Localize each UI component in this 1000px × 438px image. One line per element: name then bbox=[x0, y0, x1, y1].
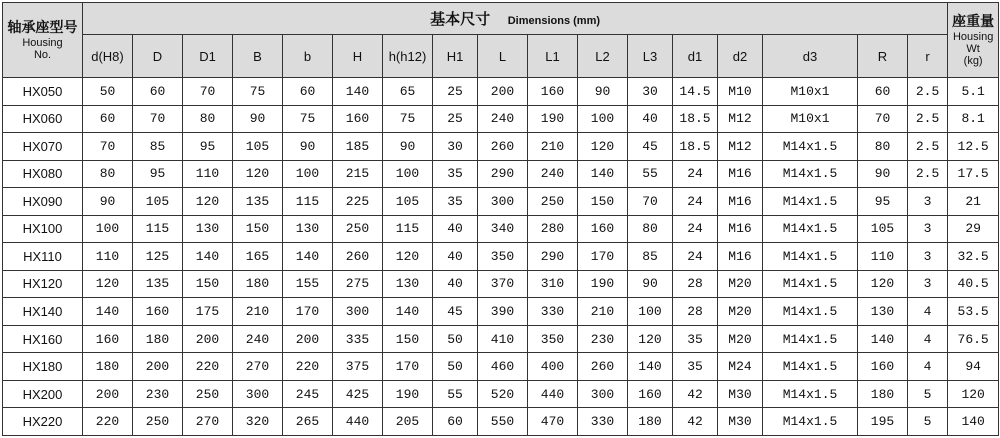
dimension-cell: 4 bbox=[908, 298, 948, 326]
dimension-cell: 150 bbox=[383, 325, 433, 353]
column-header: r bbox=[908, 35, 948, 78]
dimension-cell: 90 bbox=[858, 160, 908, 188]
dimension-cell: 50 bbox=[433, 325, 478, 353]
dimension-cell: 60 bbox=[858, 78, 908, 106]
dimension-cell: 160 bbox=[578, 215, 628, 243]
dimension-cell: M14x1.5 bbox=[763, 408, 858, 436]
dimension-cell: 18.5 bbox=[673, 133, 718, 161]
dimension-cell: 100 bbox=[578, 105, 628, 133]
weight-cell: 120 bbox=[948, 380, 999, 408]
dimension-cell: 50 bbox=[433, 353, 478, 381]
dimension-cell: 40 bbox=[628, 105, 673, 133]
dimension-cell: 4 bbox=[908, 353, 948, 381]
dimension-cell: 24 bbox=[673, 188, 718, 216]
dimension-cell: 85 bbox=[133, 133, 183, 161]
column-header: d3 bbox=[763, 35, 858, 78]
dimension-cell: 42 bbox=[673, 408, 718, 436]
dimension-cell: 24 bbox=[673, 160, 718, 188]
dimension-cell: 250 bbox=[333, 215, 383, 243]
column-header: d2 bbox=[718, 35, 763, 78]
dimension-cell: 110 bbox=[858, 243, 908, 271]
dimension-cell: 260 bbox=[333, 243, 383, 271]
model-cell: HX200 bbox=[3, 380, 83, 408]
dimension-cell: 95 bbox=[858, 188, 908, 216]
dimension-cell: 35 bbox=[433, 160, 478, 188]
dimension-cell: 140 bbox=[283, 243, 333, 271]
dimension-cell: 25 bbox=[433, 105, 478, 133]
dimension-cell: 190 bbox=[383, 380, 433, 408]
table-row bbox=[3, 78, 999, 106]
dimension-cell: M30 bbox=[718, 380, 763, 408]
model-header-en-2: No. bbox=[33, 48, 52, 61]
dimension-cell: M14x1.5 bbox=[763, 188, 858, 216]
dimension-cell: 350 bbox=[528, 325, 578, 353]
dimension-cell: 340 bbox=[478, 215, 528, 243]
dimension-cell: 100 bbox=[283, 160, 333, 188]
dimension-cell: 140 bbox=[333, 78, 383, 106]
column-header: H1 bbox=[433, 35, 478, 78]
dimension-cell: 2.5 bbox=[908, 160, 948, 188]
model-cell: HX160 bbox=[3, 325, 83, 353]
dimension-cell: 180 bbox=[858, 380, 908, 408]
dimension-cell: 2.5 bbox=[908, 78, 948, 106]
dimension-cell: 2.5 bbox=[908, 105, 948, 133]
dimension-cell: 100 bbox=[383, 160, 433, 188]
dimension-cell: 300 bbox=[333, 298, 383, 326]
dimension-cell: 210 bbox=[233, 298, 283, 326]
model-cell: HX180 bbox=[3, 353, 83, 381]
weight-cell: 140 bbox=[948, 408, 999, 436]
dimension-cell: 135 bbox=[133, 270, 183, 298]
dimension-cell: 140 bbox=[578, 160, 628, 188]
model-cell: HX070 bbox=[3, 133, 83, 161]
weight-cell: 32.5 bbox=[948, 243, 999, 271]
model-cell: HX140 bbox=[3, 298, 83, 326]
dimension-cell: 180 bbox=[233, 270, 283, 298]
dimension-cell: 80 bbox=[858, 133, 908, 161]
dimension-cell: 190 bbox=[578, 270, 628, 298]
dimension-cell: 160 bbox=[133, 298, 183, 326]
dimension-cell: 290 bbox=[478, 160, 528, 188]
dimension-cell: M20 bbox=[718, 298, 763, 326]
column-header: B bbox=[233, 35, 283, 78]
dimension-cell: 120 bbox=[628, 325, 673, 353]
weight-header-en-1: Housing bbox=[952, 30, 994, 43]
weight-cell: 8.1 bbox=[948, 105, 999, 133]
dimension-cell: 335 bbox=[333, 325, 383, 353]
dimension-cell: 140 bbox=[858, 325, 908, 353]
dimension-cell: 440 bbox=[528, 380, 578, 408]
dimension-cell: M12 bbox=[718, 105, 763, 133]
dimension-cell: 95 bbox=[183, 133, 233, 161]
dimension-cell: 440 bbox=[333, 408, 383, 436]
dimension-cell: 300 bbox=[578, 380, 628, 408]
dimension-cell: M20 bbox=[718, 325, 763, 353]
table-row bbox=[3, 408, 999, 436]
dimension-cell: 3 bbox=[908, 243, 948, 271]
dimension-cell: 215 bbox=[333, 160, 383, 188]
dimension-cell: M16 bbox=[718, 243, 763, 271]
weight-cell: 40.5 bbox=[948, 270, 999, 298]
dimension-cell: 105 bbox=[133, 188, 183, 216]
dimension-cell: 400 bbox=[528, 353, 578, 381]
dimension-cell: 55 bbox=[433, 380, 478, 408]
dimension-cell: 275 bbox=[333, 270, 383, 298]
dimension-cell: 350 bbox=[478, 243, 528, 271]
dimension-cell: 460 bbox=[478, 353, 528, 381]
weight-header bbox=[948, 3, 999, 78]
dimension-cell: 105 bbox=[383, 188, 433, 216]
dimension-cell: 70 bbox=[133, 105, 183, 133]
dimension-cell: 150 bbox=[183, 270, 233, 298]
dimension-cell: 250 bbox=[133, 408, 183, 436]
dimension-cell: 28 bbox=[673, 298, 718, 326]
weight-cell: 12.5 bbox=[948, 133, 999, 161]
dimension-cell: 150 bbox=[233, 215, 283, 243]
dimension-cell: 165 bbox=[233, 243, 283, 271]
dimensions-header bbox=[83, 3, 948, 35]
dimension-cell: 240 bbox=[478, 105, 528, 133]
dimension-cell: 150 bbox=[578, 188, 628, 216]
dimension-cell: 140 bbox=[383, 298, 433, 326]
table-row bbox=[3, 160, 999, 188]
weight-cell: 76.5 bbox=[948, 325, 999, 353]
dimension-cell: 260 bbox=[578, 353, 628, 381]
dimension-cell: 200 bbox=[83, 380, 133, 408]
dimension-cell: 35 bbox=[673, 353, 718, 381]
dimension-cell: 90 bbox=[283, 133, 333, 161]
dimension-cell: 3 bbox=[908, 270, 948, 298]
dimension-cell: 300 bbox=[233, 380, 283, 408]
dimension-cell: M14x1.5 bbox=[763, 215, 858, 243]
dimension-cell: 230 bbox=[133, 380, 183, 408]
dimension-cell: 390 bbox=[478, 298, 528, 326]
weight-cell: 94 bbox=[948, 353, 999, 381]
dimension-cell: 170 bbox=[383, 353, 433, 381]
dimension-cell: 230 bbox=[578, 325, 628, 353]
dimension-cell: M14x1.5 bbox=[763, 353, 858, 381]
column-header: D bbox=[133, 35, 183, 78]
dimension-cell: 24 bbox=[673, 215, 718, 243]
dimension-cell: 105 bbox=[233, 133, 283, 161]
dimension-cell: 35 bbox=[673, 325, 718, 353]
dimension-cell: 240 bbox=[528, 160, 578, 188]
dimension-cell: 300 bbox=[478, 188, 528, 216]
column-header: R bbox=[858, 35, 908, 78]
column-header: L2 bbox=[578, 35, 628, 78]
dimension-cell: M16 bbox=[718, 215, 763, 243]
dimension-cell: 40 bbox=[433, 243, 478, 271]
dimension-cell: 120 bbox=[858, 270, 908, 298]
dimension-cell: 30 bbox=[433, 133, 478, 161]
column-header: L1 bbox=[528, 35, 578, 78]
dimension-cell: 60 bbox=[283, 78, 333, 106]
dimension-cell: 520 bbox=[478, 380, 528, 408]
dimension-cell: M14x1.5 bbox=[763, 160, 858, 188]
housing-dimensions-table bbox=[2, 2, 999, 436]
weight-header-cn: 座重量 bbox=[952, 13, 995, 30]
dimension-cell: 250 bbox=[528, 188, 578, 216]
dimension-cell: 45 bbox=[628, 133, 673, 161]
dimension-cell: 280 bbox=[528, 215, 578, 243]
dimension-cell: 200 bbox=[183, 325, 233, 353]
column-header: D1 bbox=[183, 35, 233, 78]
dimension-cell: 75 bbox=[383, 105, 433, 133]
column-header: b bbox=[283, 35, 333, 78]
dimension-cell: 125 bbox=[133, 243, 183, 271]
header-row-top bbox=[3, 3, 999, 35]
dimension-cell: 410 bbox=[478, 325, 528, 353]
dimension-cell: M10 bbox=[718, 78, 763, 106]
dimension-cell: M10x1 bbox=[763, 105, 858, 133]
dimension-cell: 375 bbox=[333, 353, 383, 381]
dimension-cell: 210 bbox=[578, 298, 628, 326]
model-cell: HX060 bbox=[3, 105, 83, 133]
dimension-cell: 270 bbox=[233, 353, 283, 381]
weight-cell: 21 bbox=[948, 188, 999, 216]
dimension-cell: 140 bbox=[628, 353, 673, 381]
dimension-cell: 240 bbox=[233, 325, 283, 353]
dimension-cell: 65 bbox=[383, 78, 433, 106]
dimension-cell: 70 bbox=[858, 105, 908, 133]
dimension-cell: 90 bbox=[83, 188, 133, 216]
column-header: H bbox=[333, 35, 383, 78]
dimension-cell: 30 bbox=[628, 78, 673, 106]
table-row bbox=[3, 298, 999, 326]
dimension-cell: 14.5 bbox=[673, 78, 718, 106]
dimension-cell: 55 bbox=[628, 160, 673, 188]
dimension-cell: 60 bbox=[133, 78, 183, 106]
dimension-cell: 205 bbox=[383, 408, 433, 436]
table-row bbox=[3, 243, 999, 271]
model-header-en-1: Housing bbox=[22, 36, 63, 49]
dimension-cell: 195 bbox=[858, 408, 908, 436]
dimension-cell: 120 bbox=[183, 188, 233, 216]
dimension-cell: 35 bbox=[433, 188, 478, 216]
dimension-cell: 85 bbox=[628, 243, 673, 271]
dimension-cell: 60 bbox=[83, 105, 133, 133]
dimension-cell: 155 bbox=[283, 270, 333, 298]
weight-cell: 17.5 bbox=[948, 160, 999, 188]
dimension-cell: 120 bbox=[83, 270, 133, 298]
dimension-cell: 290 bbox=[528, 243, 578, 271]
weight-cell: 29 bbox=[948, 215, 999, 243]
dimension-cell: 130 bbox=[858, 298, 908, 326]
model-header bbox=[3, 3, 83, 78]
table-row bbox=[3, 215, 999, 243]
dimension-cell: 3 bbox=[908, 188, 948, 216]
dimension-cell: 2.5 bbox=[908, 133, 948, 161]
dimension-cell: 170 bbox=[283, 298, 333, 326]
table-row bbox=[3, 270, 999, 298]
dimension-cell: 220 bbox=[183, 353, 233, 381]
dimension-cell: 130 bbox=[383, 270, 433, 298]
dimension-cell: 45 bbox=[433, 298, 478, 326]
column-header: h(h12) bbox=[383, 35, 433, 78]
dimension-cell: 105 bbox=[858, 215, 908, 243]
dimensions-header-en: Dimensions (mm) bbox=[507, 15, 601, 27]
weight-cell: 5.1 bbox=[948, 78, 999, 106]
dimension-cell: 70 bbox=[628, 188, 673, 216]
dimension-cell: 40 bbox=[433, 270, 478, 298]
dimension-cell: 25 bbox=[433, 78, 478, 106]
dimension-cell: 265 bbox=[283, 408, 333, 436]
dimension-cell: 135 bbox=[233, 188, 283, 216]
weight-header-en-2: Wt bbox=[966, 42, 980, 55]
dimension-cell: 95 bbox=[133, 160, 183, 188]
dimension-cell: 160 bbox=[83, 325, 133, 353]
dimension-cell: M20 bbox=[718, 270, 763, 298]
dimension-cell: 70 bbox=[183, 78, 233, 106]
dimension-cell: 320 bbox=[233, 408, 283, 436]
model-cell: HX080 bbox=[3, 160, 83, 188]
dimension-cell: 245 bbox=[283, 380, 333, 408]
model-cell: HX110 bbox=[3, 243, 83, 271]
dimension-cell: 330 bbox=[578, 408, 628, 436]
dimension-cell: 115 bbox=[383, 215, 433, 243]
dimension-cell: 110 bbox=[183, 160, 233, 188]
model-cell: HX120 bbox=[3, 270, 83, 298]
dimension-cell: 210 bbox=[528, 133, 578, 161]
column-header: L3 bbox=[628, 35, 673, 78]
dimension-cell: 200 bbox=[133, 353, 183, 381]
dimension-cell: M14x1.5 bbox=[763, 133, 858, 161]
dimension-cell: 175 bbox=[183, 298, 233, 326]
dimension-cell: 5 bbox=[908, 380, 948, 408]
dimension-cell: 185 bbox=[333, 133, 383, 161]
dimension-cell: M30 bbox=[718, 408, 763, 436]
dimension-cell: 50 bbox=[83, 78, 133, 106]
dimension-cell: 42 bbox=[673, 380, 718, 408]
dimension-cell: 90 bbox=[383, 133, 433, 161]
dimension-cell: 80 bbox=[83, 160, 133, 188]
dimension-cell: 24 bbox=[673, 243, 718, 271]
dimension-cell: 120 bbox=[383, 243, 433, 271]
table-body bbox=[3, 78, 999, 436]
dimension-cell: 115 bbox=[283, 188, 333, 216]
dimension-cell: 220 bbox=[283, 353, 333, 381]
weight-header-en-3: (kg) bbox=[963, 54, 983, 67]
dimension-cell: 130 bbox=[183, 215, 233, 243]
table-row bbox=[3, 188, 999, 216]
dimension-cell: 160 bbox=[628, 380, 673, 408]
dimension-cell: 3 bbox=[908, 215, 948, 243]
dimension-cell: 200 bbox=[283, 325, 333, 353]
dimension-cell: M14x1.5 bbox=[763, 243, 858, 271]
dimension-cell: 120 bbox=[578, 133, 628, 161]
dimension-cell: 330 bbox=[528, 298, 578, 326]
model-cell: HX220 bbox=[3, 408, 83, 436]
dimension-cell: 18.5 bbox=[673, 105, 718, 133]
dimension-cell: 140 bbox=[183, 243, 233, 271]
table-row bbox=[3, 353, 999, 381]
dimension-cell: 180 bbox=[133, 325, 183, 353]
dimension-cell: 180 bbox=[83, 353, 133, 381]
dimension-cell: 225 bbox=[333, 188, 383, 216]
dimension-cell: 90 bbox=[578, 78, 628, 106]
table-row bbox=[3, 105, 999, 133]
dimension-cell: 90 bbox=[628, 270, 673, 298]
dimension-cell: M14x1.5 bbox=[763, 325, 858, 353]
dimension-cell: M24 bbox=[718, 353, 763, 381]
column-header: d1 bbox=[673, 35, 718, 78]
dimension-cell: 100 bbox=[83, 215, 133, 243]
table-row bbox=[3, 133, 999, 161]
dimension-cell: 180 bbox=[628, 408, 673, 436]
column-header-row bbox=[3, 35, 999, 78]
weight-cell: 53.5 bbox=[948, 298, 999, 326]
column-header: L bbox=[478, 35, 528, 78]
dimension-cell: 100 bbox=[628, 298, 673, 326]
dimension-cell: M10x1 bbox=[763, 78, 858, 106]
dimension-cell: 40 bbox=[433, 215, 478, 243]
dimension-cell: 220 bbox=[83, 408, 133, 436]
dimension-cell: 310 bbox=[528, 270, 578, 298]
dimension-cell: 140 bbox=[83, 298, 133, 326]
dimension-cell: 425 bbox=[333, 380, 383, 408]
dimension-cell: 120 bbox=[233, 160, 283, 188]
table-row bbox=[3, 380, 999, 408]
dimension-cell: M16 bbox=[718, 160, 763, 188]
column-header: d(H8) bbox=[83, 35, 133, 78]
dimension-cell: 130 bbox=[283, 215, 333, 243]
dimension-cell: 160 bbox=[333, 105, 383, 133]
dimension-cell: 260 bbox=[478, 133, 528, 161]
dimension-cell: M16 bbox=[718, 188, 763, 216]
dimension-cell: M14x1.5 bbox=[763, 298, 858, 326]
dimension-cell: 80 bbox=[628, 215, 673, 243]
dimension-cell: M12 bbox=[718, 133, 763, 161]
dimension-cell: 90 bbox=[233, 105, 283, 133]
dimension-cell: 470 bbox=[528, 408, 578, 436]
dimension-cell: 70 bbox=[83, 133, 133, 161]
dimension-cell: 370 bbox=[478, 270, 528, 298]
model-header-cn: 轴承座型号 bbox=[7, 19, 78, 36]
dimension-cell: 200 bbox=[478, 78, 528, 106]
dimension-cell: 160 bbox=[528, 78, 578, 106]
dimension-cell: 28 bbox=[673, 270, 718, 298]
dimension-cell: 270 bbox=[183, 408, 233, 436]
dimension-cell: 60 bbox=[433, 408, 478, 436]
dimension-cell: 75 bbox=[283, 105, 333, 133]
dimension-cell: 80 bbox=[183, 105, 233, 133]
dimension-cell: M14x1.5 bbox=[763, 380, 858, 408]
dimension-cell: M14x1.5 bbox=[763, 270, 858, 298]
dimension-cell: 4 bbox=[908, 325, 948, 353]
dimensions-header-cn: 基本尺寸 bbox=[430, 10, 491, 28]
dimension-cell: 170 bbox=[578, 243, 628, 271]
dimension-cell: 250 bbox=[183, 380, 233, 408]
dimension-cell: 75 bbox=[233, 78, 283, 106]
model-cell: HX100 bbox=[3, 215, 83, 243]
dimension-cell: 190 bbox=[528, 105, 578, 133]
table-row bbox=[3, 325, 999, 353]
dimension-cell: 160 bbox=[858, 353, 908, 381]
model-cell: HX050 bbox=[3, 78, 83, 106]
dimension-cell: 115 bbox=[133, 215, 183, 243]
dimension-cell: 110 bbox=[83, 243, 133, 271]
dimension-cell: 550 bbox=[478, 408, 528, 436]
model-cell: HX090 bbox=[3, 188, 83, 216]
dimension-cell: 5 bbox=[908, 408, 948, 436]
